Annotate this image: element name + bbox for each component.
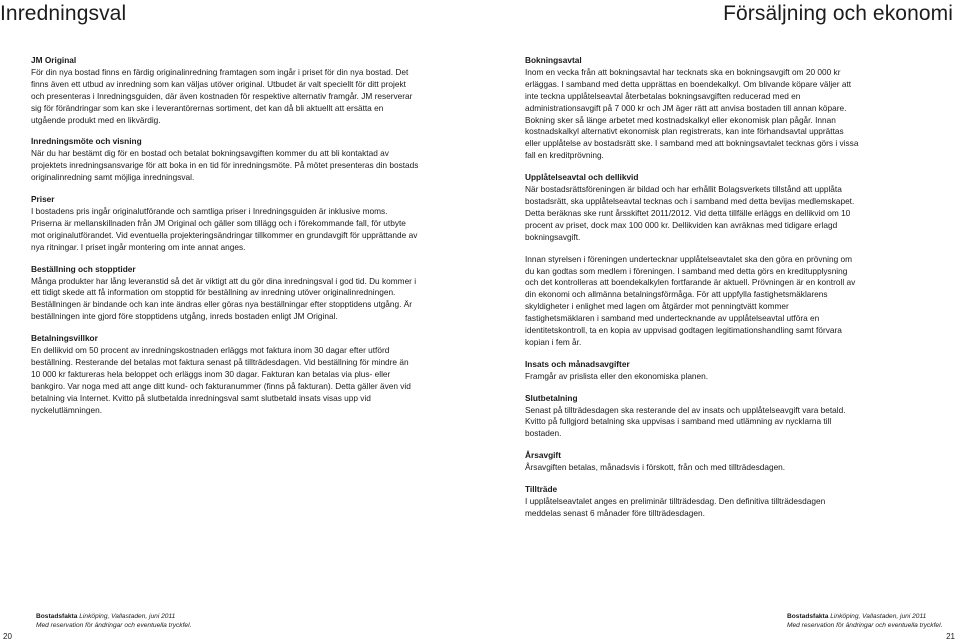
section-heading: JM Original [31, 55, 77, 65]
section-heading: Beställning och stopptider [31, 263, 136, 274]
section-bestallning [31, 264, 419, 324]
footer-note: Med reservation för ändringar och eventuella tryckfel. [36, 621, 192, 629]
section-tilltrade [525, 484, 860, 520]
section-heading: Inredningsmöte och visning [31, 136, 142, 147]
section-slutbetalning [525, 393, 860, 441]
section-text: I bostadens pris ingår originalutförande och samtliga priser i Inredningsguiden är inklusive moms. Priserna är mellanskillnaden från JM Original och gäller som tillägg och i förekommande fall, för utbyte mot originalutförandet. Vid eventuella projekteringsändringar tillkommer en grundavgift för upprättande av nya ritningar. I priset ingår montering om inte annat anges. [31, 205, 418, 252]
section-text: Framgår av prislista eller den ekonomiska planen. [525, 370, 709, 381]
section-priser [31, 194, 419, 254]
section-text: När bostadsrättsföreningen är bildad och har erhållit Bolagsverkets tillstånd att upplåta bostadsrätt, ska upplåtelseavtal tecknas och i samband med detta bevijas medlemskapet. Detta beräknas ske runt årsskiftet 2011/2012. Vid detta tillfälle erläggs en dellikvid om 10 procent av priset, dock max 100 000 kr. Dellikviden kan avräknas med tidigare erlagd bokningsavgift. [525, 184, 855, 242]
footer-location: Linköping, Vallastaden, juni 2011 [830, 613, 927, 620]
section-arsavgift [525, 450, 860, 474]
section-heading: Priser [31, 194, 55, 205]
section-heading: Årsavgift [525, 450, 561, 461]
footer-note: Med reservation för ändringar och eventuella tryckfel. [787, 621, 943, 629]
section-heading: Slutbetalning [525, 392, 578, 403]
section-inredningsmote [31, 136, 419, 184]
footer-right [787, 613, 942, 643]
section-heading: Tillträde [525, 484, 558, 495]
footer-brand: Bostadsfakta [787, 613, 829, 620]
page-number-right: 21 [946, 632, 955, 641]
section-text: Årsavgiften betalas, månadsvis i förskott, från och med tillträdesdagen. [525, 462, 786, 473]
section-text: Många produkter har lång leveranstid så det är viktigt att du gör dina inredningsval i god tid. Du kommer i ett tidigt skede att få information om stopptid för beställning av inredning utöver originalinredningen. Beställningen är bindande och kan inte ändras eller göras nya beställningar efter stopptidens utgång. Är beställningen inte gjord före stopptidens utgång, inreds bostaden enligt JM Original. [31, 275, 417, 322]
section-insats [525, 359, 860, 383]
section-upplatelseavtal [525, 172, 860, 349]
footer-brand: Bostadsfakta [36, 613, 78, 620]
footer-location: Linköping, Vallastaden, juni 2011 [79, 613, 176, 620]
section-text: Innan styrelsen i föreningen undertecknar upplåtelseavtalet ska den göra en prövning om du kan godtas som medlem i föreningen. I samband med detta görs en kreditupplysning och det kontrolleras att boendekalkylen fortfarande är aktuell. Prövningen är en kontroll av din ekonomi och allmänna betalningsförmåga. För att uppfylla fastighetsmäklarens skyldigheter i enlighet med lagen om åtgärder mot penningtvätt kommer fastighetsmäklaren i samband med undertecknande av upplåtelseavtal utföra en identitetskontroll, ta en kopia av uppvisad godtagen legitimationshandling samt förvara kopian i fem år. [525, 253, 856, 347]
section-jm-original [31, 55, 419, 126]
section-heading: Betalningsvillkor [31, 333, 98, 344]
section-heading: Upplåtelseavtal och dellikvid [525, 172, 639, 183]
section-text: Senast på tillträdesdagen ska resterande del av insats och upplåtelseavgift vara betald. Kvitto på fullgjord betalning ska uppvisas i samband med utlämning av nycklarna till bostaden. [525, 404, 846, 439]
footer-left [36, 613, 191, 643]
section-bokningsavtal [525, 55, 860, 162]
page-title-right: Försäljning och ekonomi [723, 2, 953, 25]
section-text: En dellikvid om 50 procent av inredningskostnaden erläggs mot faktura inom 30 dagar efter utförd beställning. Resterande del betalas mot faktura senast på tillträdesdagen. Vid beställning för mindre än 10 000 kr faktureras hela beloppet och erläggs inom 30 dagar. Fakturan kan betalas via plus- eller bankgiro. Var noga med att ange ditt kund- och fakturanummer (finns på fakturan). Detta gäller även vid betalning via Internet. Kvitto på slutbetalda inredningsval samt slutbetald insats visas upp vid nyckelutlämningen. [31, 345, 411, 415]
section-text: I upplåtelseavtalet anges en preliminär tillträdesdag. Den definitiva tillträdesdagen meddelas senast 6 månader före tillträdesdagen. [525, 496, 826, 518]
section-heading: Insats och månadsavgifter [525, 358, 630, 369]
page-number-left: 20 [3, 632, 12, 641]
section-text: När du har bestämt dig för en bostad och betalat bokningsavgiften kommer du att bli kontaktad av projektets inredningsansvarige för att boka in en tid för inredningsmöte. På mötet presenteras din bostads originalinredning samt möjliga inredningsval. [31, 148, 419, 183]
section-text: Inom en vecka från att bokningsavtal har tecknats ska en bokningsavgift om 20 000 kr erläggas. I samband med detta upprättas en boendekalkyl. Om blivande köpare väljer att inte teckna upplåtelseavtal återbetalas bokningsavgiften reducerad med en administrationsavgift på 7 000 kr och JM äger rätt att anvisa bostaden till annan köpare. Bokning sker så länge arbetet med kostnadskalkyl eller ekonomisk plan pågår. Innan kostnadskalkyl alternativt ekonomisk plan registrerats, kan inte förhandsavtal upprättas eller upplåtelse av bostadsrätt ske. I samband med att bokningsavtalet tecknas görs i vissa fall en kreditprövning. [525, 66, 859, 161]
left-column [31, 55, 419, 426]
section-text: För din nya bostad finns en färdig originalinredning framtagen som ingår i priset för din nya bostad. Det finns även ett utbud av inredning som kan väljas utöver original. Utbudet är valt speciellt för ditt projekt och presenteras i Inredningsguiden, där även kostnaden för respektive alternativ framgår. JM reserverar sig för förändringar som kan ske i leverantörernas sortiment, det kan då bli aktuellt att ersätta en utgående produkt med en likvärdig. [31, 66, 413, 125]
section-betalningsvillkor [31, 333, 419, 416]
section-heading: Bokningsavtal [525, 55, 582, 65]
right-column [525, 55, 860, 530]
page-title-left: Inredningsval [0, 2, 127, 25]
